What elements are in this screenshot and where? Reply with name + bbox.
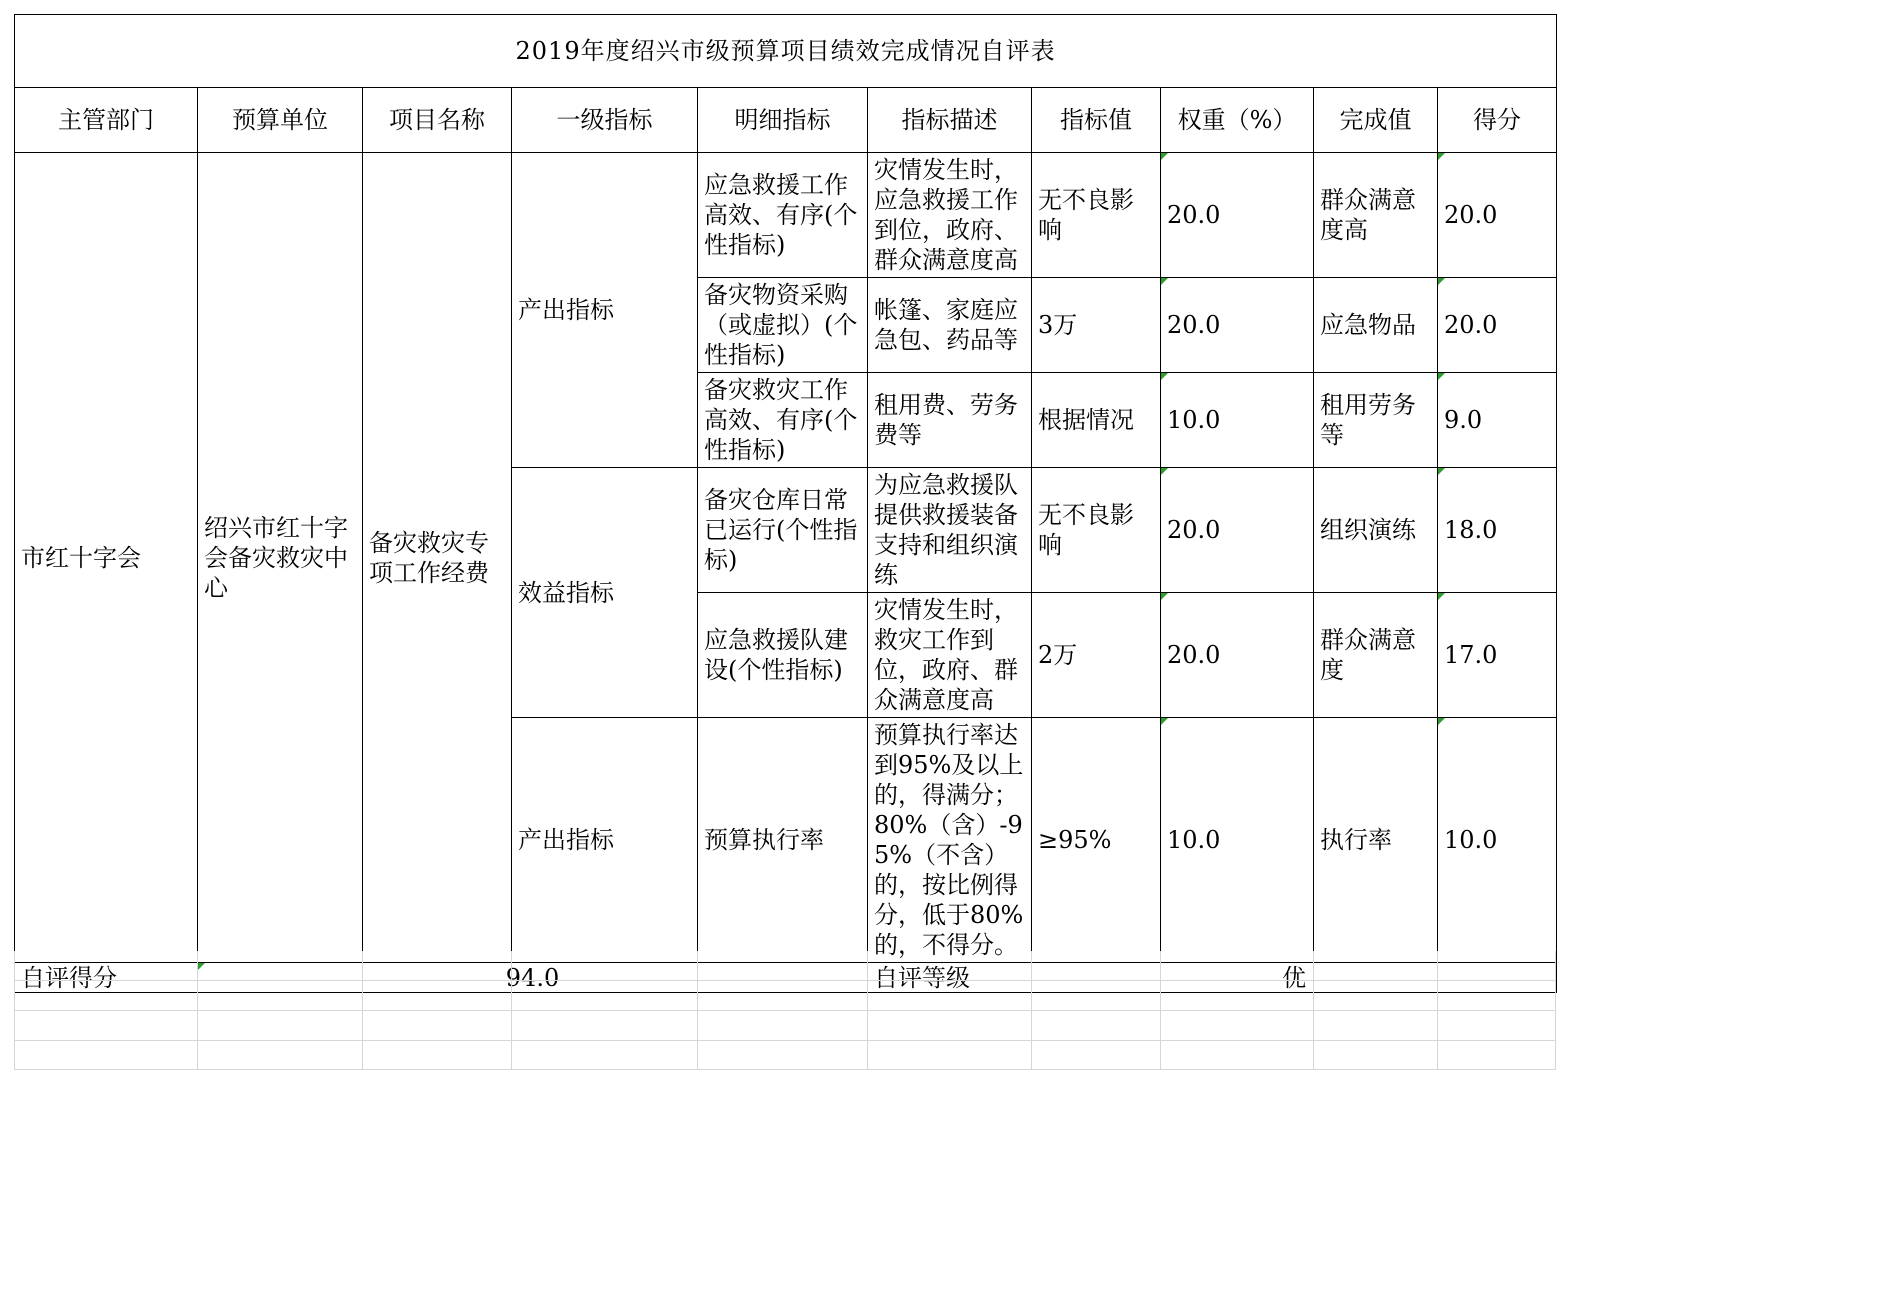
gridline xyxy=(14,1010,1556,1011)
actual-cell[interactable]: 应急物品 xyxy=(1314,278,1438,373)
self-grade-label-cell[interactable]: 自评等级 xyxy=(868,963,1032,993)
header-cell-detail-indicator[interactable]: 明细指标 xyxy=(698,88,868,153)
header-cell-target-value[interactable]: 指标值 xyxy=(1032,88,1161,153)
weight-cell[interactable]: 20.0 xyxy=(1161,278,1314,373)
weight-cell[interactable]: 20.0 xyxy=(1161,593,1314,718)
detail-cell[interactable]: 备灾仓库日常已运行(个性指标) xyxy=(698,468,868,593)
gridline xyxy=(14,1040,1556,1041)
self-score-value-cell[interactable]: 94.0 xyxy=(198,963,868,993)
gridline xyxy=(14,980,1556,981)
gridline xyxy=(14,1069,1556,1070)
actual-cell[interactable]: 租用劳务等 xyxy=(1314,373,1438,468)
actual-cell[interactable]: 群众满意度高 xyxy=(1314,153,1438,278)
department-cell[interactable]: 市红十字会 xyxy=(15,153,198,963)
score-cell[interactable]: 17.0 xyxy=(1438,593,1557,718)
target-cell[interactable]: 2万 xyxy=(1032,593,1161,718)
detail-cell[interactable]: 备灾救灾工作高效、有序(个性指标) xyxy=(698,373,868,468)
gridline xyxy=(1313,951,1314,1069)
actual-cell[interactable]: 群众满意度 xyxy=(1314,593,1438,718)
gridline xyxy=(1031,951,1032,1069)
table-row xyxy=(15,153,1557,278)
description-cell[interactable]: 预算执行率达到95%及以上的，得满分；80%（含）-95%（不含）的，按比例得分，低于80%的，不得分。 xyxy=(868,718,1032,963)
gridline xyxy=(511,951,512,1069)
header-cell-weight[interactable]: 权重（%） xyxy=(1161,88,1314,153)
performance-evaluation-table xyxy=(14,14,1557,993)
group-cell-output[interactable]: 产出指标 xyxy=(512,153,698,468)
table-title[interactable]: 2019年度绍兴市级预算项目绩效完成情况自评表 xyxy=(15,15,1557,88)
actual-cell[interactable]: 组织演练 xyxy=(1314,468,1438,593)
gridline xyxy=(197,951,198,1069)
gridline xyxy=(1555,951,1556,1069)
header-row xyxy=(15,88,1557,153)
group-cell-output[interactable]: 产出指标 xyxy=(512,718,698,963)
header-cell-budget-unit[interactable]: 预算单位 xyxy=(198,88,363,153)
score-cell[interactable]: 9.0 xyxy=(1438,373,1557,468)
group-cell-benefit[interactable]: 效益指标 xyxy=(512,468,698,718)
header-cell-score[interactable]: 得分 xyxy=(1438,88,1557,153)
weight-cell[interactable]: 20.0 xyxy=(1161,153,1314,278)
weight-cell[interactable]: 10.0 xyxy=(1161,373,1314,468)
gridline xyxy=(867,951,868,1069)
gridline xyxy=(362,951,363,1069)
project-name-cell[interactable]: 备灾救灾专项工作经费 xyxy=(363,153,512,963)
weight-cell[interactable]: 10.0 xyxy=(1161,718,1314,963)
target-cell[interactable]: 根据情况 xyxy=(1032,373,1161,468)
detail-cell[interactable]: 应急救援工作高效、有序(个性指标) xyxy=(698,153,868,278)
gridline xyxy=(1437,951,1438,1069)
score-cell[interactable]: 18.0 xyxy=(1438,468,1557,593)
score-cell[interactable]: 20.0 xyxy=(1438,153,1557,278)
description-cell[interactable]: 灾情发生时，救灾工作到位，政府、群众满意度高 xyxy=(868,593,1032,718)
header-cell-indicator-description[interactable]: 指标描述 xyxy=(868,88,1032,153)
actual-cell[interactable]: 执行率 xyxy=(1314,718,1438,963)
empty-grid-area[interactable] xyxy=(14,951,1556,1069)
weight-cell[interactable]: 20.0 xyxy=(1161,468,1314,593)
description-cell[interactable]: 为应急救援队提供救援装备支持和组织演练 xyxy=(868,468,1032,593)
target-cell[interactable]: 无不良影响 xyxy=(1032,468,1161,593)
gridline xyxy=(1160,951,1161,1069)
description-cell[interactable]: 帐篷、家庭应急包、药品等 xyxy=(868,278,1032,373)
description-cell[interactable]: 租用费、劳务费等 xyxy=(868,373,1032,468)
detail-cell[interactable]: 应急救援队建设(个性指标) xyxy=(698,593,868,718)
score-cell[interactable]: 20.0 xyxy=(1438,278,1557,373)
budget-unit-cell[interactable]: 绍兴市红十字会备灾救灾中心 xyxy=(198,153,363,963)
detail-cell[interactable]: 备灾物资采购（或虚拟）(个性指标) xyxy=(698,278,868,373)
detail-cell[interactable]: 预算执行率 xyxy=(698,718,868,963)
gridline xyxy=(14,951,15,1069)
score-cell[interactable]: 10.0 xyxy=(1438,718,1557,963)
header-cell-department[interactable]: 主管部门 xyxy=(15,88,198,153)
description-cell[interactable]: 灾情发生时，应急救援工作到位，政府、群众满意度高 xyxy=(868,153,1032,278)
target-cell[interactable]: 3万 xyxy=(1032,278,1161,373)
gridline xyxy=(697,951,698,1069)
header-cell-actual-value[interactable]: 完成值 xyxy=(1314,88,1438,153)
header-cell-project-name[interactable]: 项目名称 xyxy=(363,88,512,153)
target-cell[interactable]: ≥95% xyxy=(1032,718,1161,963)
self-score-label-cell[interactable]: 自评得分 xyxy=(15,963,198,993)
self-grade-value-cell[interactable]: 优 xyxy=(1032,963,1557,993)
header-cell-level1-indicator[interactable]: 一级指标 xyxy=(512,88,698,153)
target-cell[interactable]: 无不良影响 xyxy=(1032,153,1161,278)
